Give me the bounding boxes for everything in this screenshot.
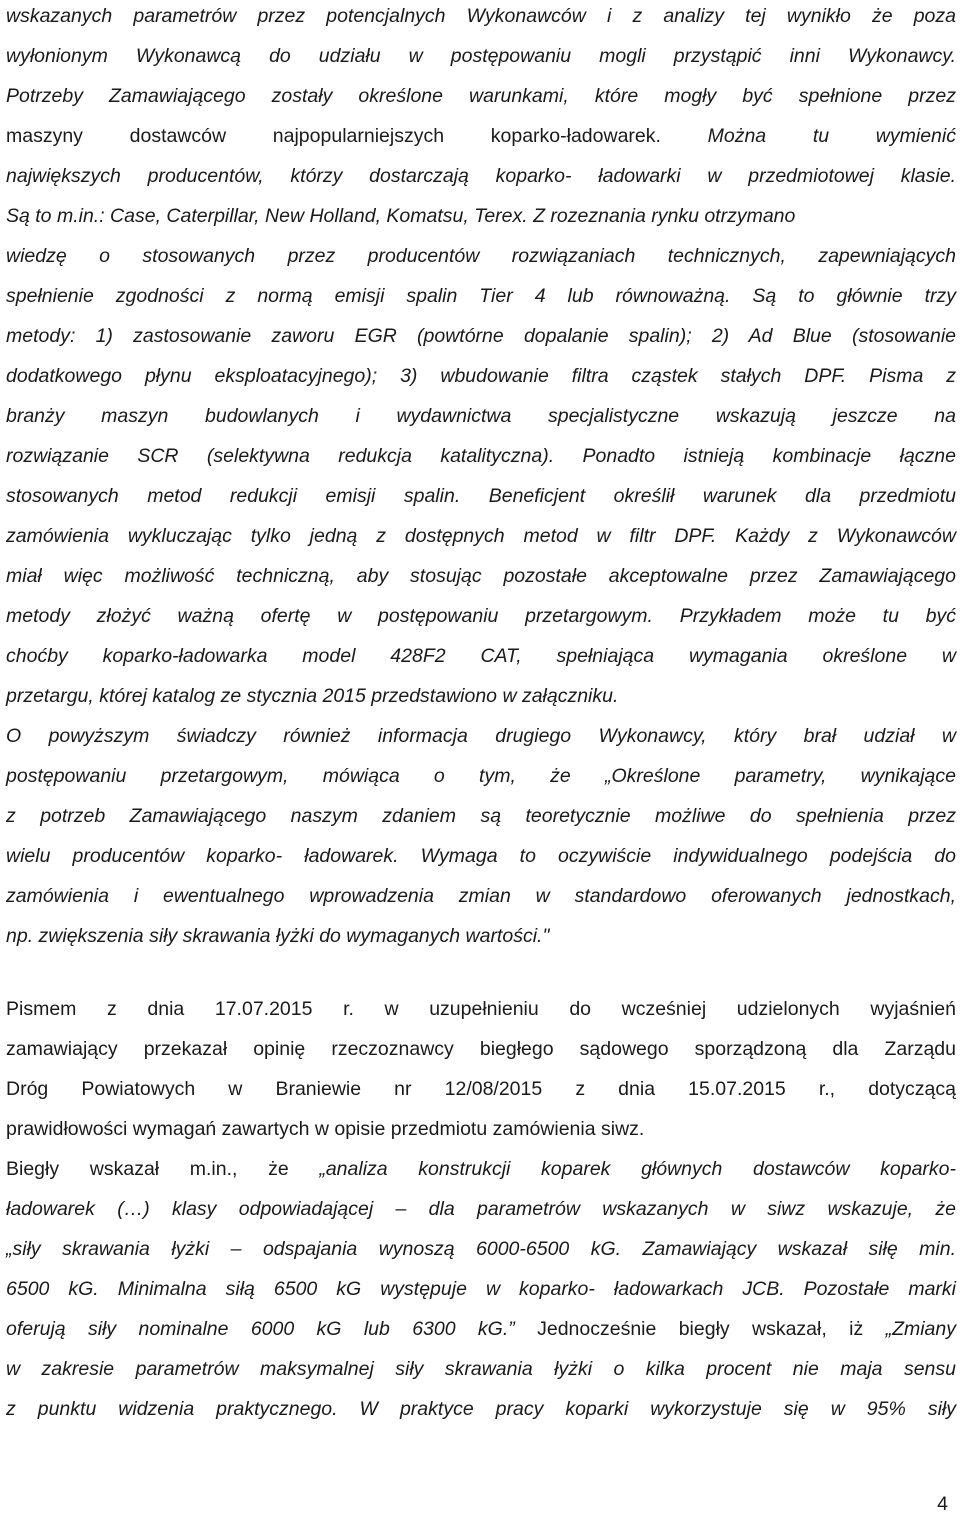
text-line: z potrzeb Zamawiającego naszym zdaniem są teoretycznie możliwe do spełnienia przez	[6, 805, 956, 827]
text-line: postępowaniu przetargowym, mówiąca o tym, że „Określone parametry, wynikające	[6, 765, 956, 787]
text-line: rozwiązanie SCR (selektywna redukcja katalityczna). Ponadto istnieją kombinacje łączne	[6, 445, 956, 467]
text-run: Można tu wymienić	[707, 125, 956, 147]
text-line: wielu producentów koparko- ładowarek. Wymaga to oczywiście indywidualnego podejścia do	[6, 845, 956, 867]
text-line: największych producentów, którzy dostarczają koparko- ładowarki w przedmiotowej klasie.	[6, 165, 956, 187]
text-line: Są to m.in.: Case, Caterpillar, New Holland, Komatsu, Terex. Z rozeznania rynku otrzymano	[6, 205, 796, 227]
page-number: 4	[937, 1493, 948, 1515]
text-line: zamówienia i ewentualnego wprowadzenia zmian w standardowo oferowanych jednostkach,	[6, 885, 956, 907]
text-line: branży maszyn budowlanych i wydawnictwa specjalistyczne wskazują jeszcze na	[6, 405, 956, 427]
text-run: oferują siły nominalne 6000 kG lub 6300 kG.”	[6, 1318, 538, 1340]
text-line: np. zwiększenia siły skrawania łyżki do wymaganych wartości."	[6, 925, 550, 947]
text-line: O powyższym świadczy również informacja drugiego Wykonawcy, który brał udział w	[6, 725, 956, 747]
text-run: „analiza konstrukcji koparek głównych dostawców koparko-	[319, 1158, 956, 1180]
text-run: Biegły wskazał m.in., że	[6, 1158, 320, 1180]
text-line: wyłonionym Wykonawcą do udziału w postępowaniu mogli przystąpić inni Wykonawcy.	[6, 45, 956, 67]
text-line: wskazanych parametrów przez potencjalnych Wykonawców i z analizy tej wynikło że poza	[6, 5, 956, 27]
text-run: maszyny dostawców najpopularniejszych koparko-ładowarek.	[6, 125, 708, 147]
text-line: z punktu widzenia praktycznego. W praktyce pracy koparki wykorzystuje się w 95% siły	[6, 1398, 956, 1420]
text-line: „siły skrawania łyżki – odspajania wynoszą 6000-6500 kG. Zamawiający wskazał siłę min.	[6, 1238, 956, 1260]
text-run: „Zmiany	[885, 1318, 956, 1340]
text-line: ładowarek (…) klasy odpowiadającej – dla parametrów wskazanych w siwz wskazuje, że	[6, 1198, 956, 1220]
text-line: Potrzeby Zamawiającego zostały określone warunkami, które mogły być spełnione przez	[6, 85, 956, 107]
text-run: Jednocześnie biegły wskazał, iż	[537, 1318, 886, 1340]
text-line	[6, 1154, 956, 1184]
text-line: miał więc możliwość techniczną, aby stosując pozostałe akceptowalne przez Zamawiającego	[6, 565, 956, 587]
text-line: zamówienia wykluczając tylko jedną z dostępnych metod w filtr DPF. Każdy z Wykonawców	[6, 525, 956, 547]
text-line	[6, 121, 956, 151]
text-line	[6, 1314, 956, 1344]
document-page	[6, 0, 956, 1513]
text-line: 6500 kG. Minimalna siłą 6500 kG występuje w koparko- ładowarkach JCB. Pozostałe marki	[6, 1278, 956, 1300]
text-line: przetargu, której katalog ze stycznia 2015 przedstawiono w załączniku.	[6, 685, 619, 707]
text-line: dodatkowego płynu eksploatacyjnego); 3) wbudowanie filtra cząstek stałych DPF. Pisma z	[6, 365, 956, 387]
text-line: Dróg Powiatowych w Braniewie nr 12/08/2015 z dnia 15.07.2015 r., dotyczącą	[6, 1078, 956, 1100]
text-line: spełnienie zgodności z normą emisji spalin Tier 4 lub równoważną. Są to głównie trzy	[6, 285, 956, 307]
text-line: w zakresie parametrów maksymalnej siły skrawania łyżki o kilka procent nie maja sensu	[6, 1358, 956, 1380]
text-line: metody złożyć ważną ofertę w postępowaniu przetargowym. Przykładem może tu być	[6, 605, 956, 627]
text-line: choćby koparko-ładowarka model 428F2 CAT, spełniająca wymagania określone w	[6, 645, 956, 667]
text-line: metody: 1) zastosowanie zaworu EGR (powtórne dopalanie spalin); 2) Ad Blue (stosowanie	[6, 325, 956, 347]
text-line: Pismem z dnia 17.07.2015 r. w uzupełnieniu do wcześniej udzielonych wyjaśnień	[6, 998, 956, 1020]
text-line: zamawiający przekazał opinię rzeczoznawcy biegłego sądowego sporządzoną dla Zarządu	[6, 1038, 956, 1060]
text-line: stosowanych metod redukcji emisji spalin. Beneficjent określił warunek dla przedmiotu	[6, 485, 956, 507]
text-line: wiedzę o stosowanych przez producentów rozwiązaniach technicznych, zapewniających	[6, 245, 956, 267]
text-line: prawidłowości wymagań zawartych w opisie przedmiotu zamówienia siwz.	[6, 1118, 645, 1140]
